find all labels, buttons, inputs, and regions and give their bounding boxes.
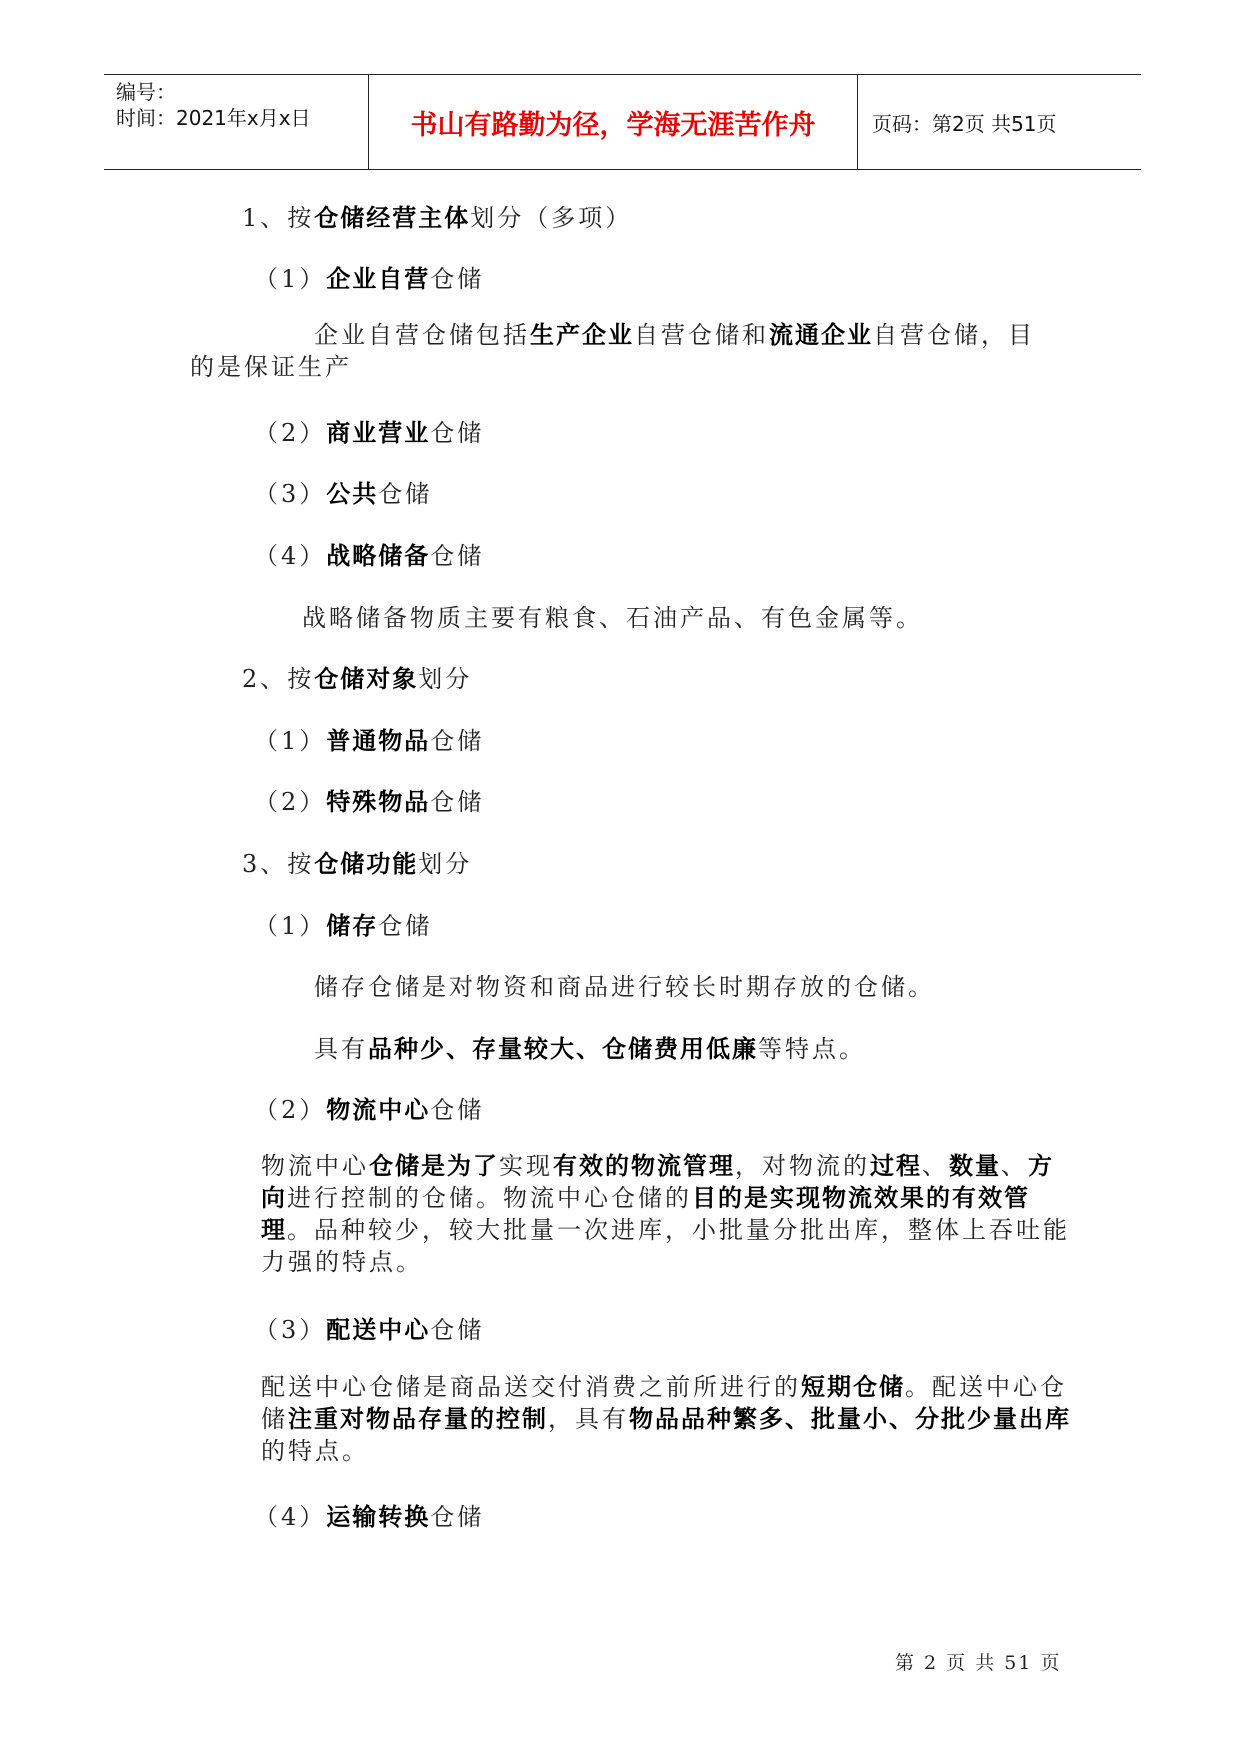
- header-meta: [104, 75, 368, 169]
- section-2-heading: 2、按仓储对象划分: [242, 665, 473, 693]
- document-time-label: 时间：2021年x月x日: [116, 106, 311, 130]
- section-3-heading: 3、按仓储功能划分: [242, 850, 473, 878]
- section-1-item-3: （3）公共仓储: [254, 480, 433, 508]
- section-3-item-1: （1）储存仓储: [254, 912, 433, 940]
- section-3-item-1-text-2: 具有品种少、存量较大、仓储费用低廉等特点。: [314, 1035, 866, 1063]
- section-1-heading: 1、按仓储经营主体划分（多项）: [242, 204, 633, 232]
- section-1-item-1-text: 企业自营仓储包括生产企业自营仓储和流通企业自营仓储，目的是保证生产: [190, 321, 1035, 381]
- section-2-item-2: （2）特殊物品仓储: [254, 788, 485, 816]
- header-page-info: 页码：第2页 共51页: [872, 111, 1057, 136]
- section-3-item-2: （2）物流中心仓储: [254, 1096, 485, 1124]
- document-number-label: 编号：: [116, 80, 176, 104]
- section-3-item-3: （3）配送中心仓储: [254, 1316, 485, 1344]
- header-motto: 书山有路勤为径，学海无涯苦作舟: [368, 75, 858, 169]
- section-3-item-2-text: 物流中心仓储是为了实现有效的物流管理，对物流的过程、数量、方向进行控制的仓储。物流中心仓储的目的是实现物流效果的有效管理。品种较少，较大批量一次进库，小批量分批出库，整体上吞吐能力强的特点。: [261, 1152, 1070, 1276]
- section-1-item-4-text: 战略储备物质主要有粮食、石油产品、有色金属等。: [302, 604, 923, 632]
- section-3-item-4: （4）运输转换仓储: [254, 1503, 485, 1531]
- section-1-item-2: （2）商业营业仓储: [254, 419, 485, 447]
- section-3-item-3-text: 配送中心仓储是商品送交付消费之前所进行的短期仓储。配送中心仓储注重对物品存量的控制，具有物品品种繁多、批量小、分批少量出库的特点。: [261, 1373, 1071, 1465]
- section-1-item-4: （4）战略储备仓储: [254, 542, 485, 570]
- section-2-item-1: （1）普通物品仓储: [254, 727, 485, 755]
- page-header: [104, 74, 1141, 170]
- section-3-item-1-text-1: 储存仓储是对物资和商品进行较长时期存放的仓储。: [314, 973, 935, 1001]
- section-1-item-1: （1）企业自营仓储: [254, 265, 485, 293]
- page-footer: 第 2 页 共 51 页: [895, 1652, 1062, 1674]
